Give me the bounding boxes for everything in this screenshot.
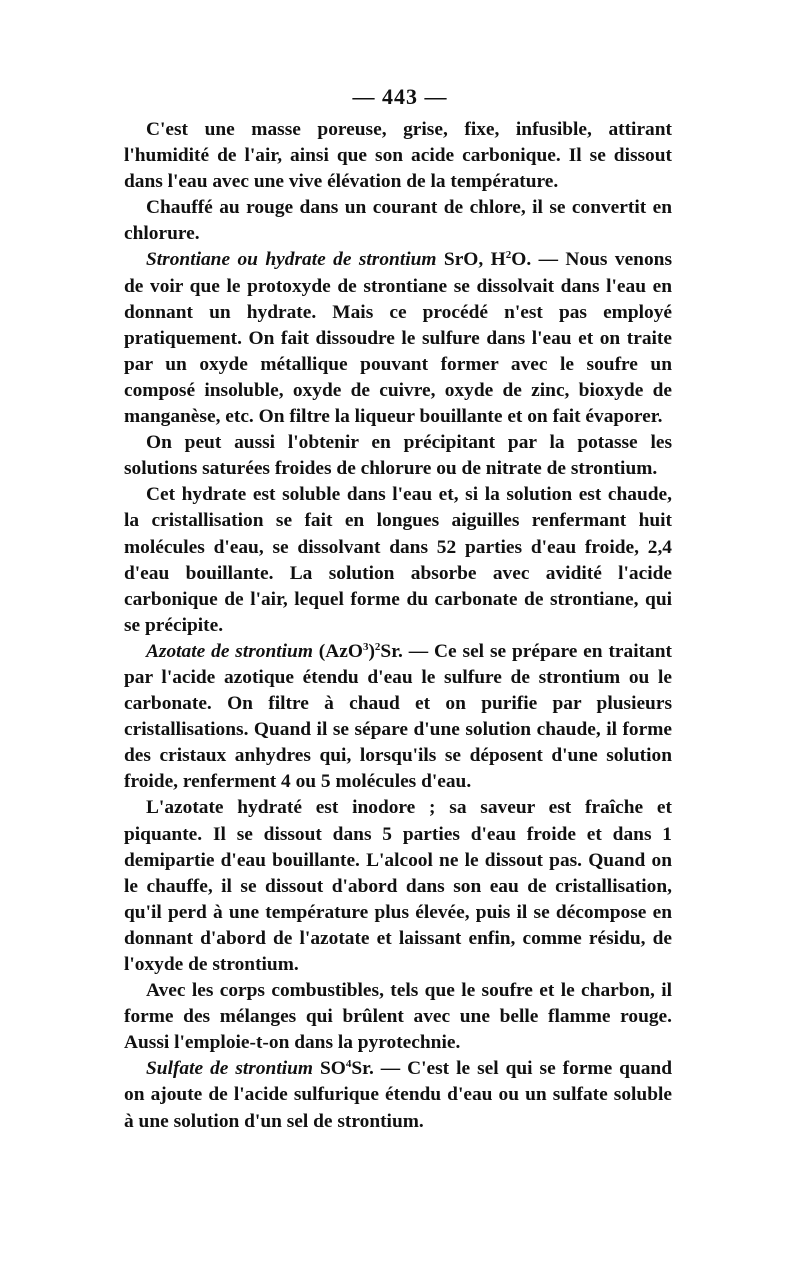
formula-part: ) (368, 640, 375, 662)
paragraph-text: — Ce sel se prépare en traitant par l'acide azotique étendu d'eau le sulfure de strontium ou le carbonate. On filtre à chaud et on purifie par plusieurs cristallisations. Quand il se sépare d'une solution chaude, il forme des cristaux anhydres qui, lorsqu'ils se déposent d'une solution froide, renferment 4 ou 5 molécules d'eau. (124, 640, 672, 793)
formula-part: O. (511, 249, 532, 271)
formula-part: SrO, H (443, 249, 506, 271)
formula-part: SO (319, 1058, 346, 1080)
paragraph-cristallisation (124, 482, 672, 639)
paragraph-azotate-strontium (124, 639, 672, 796)
paragraph-potasse (124, 430, 672, 482)
paragraph-text: C'est une masse poreuse, grise, fixe, infusible, attirant l'humidité de l'air, ainsi que son acide carbonique. Il se dissout dans l'eau avec une vive élévation de la température. (124, 119, 672, 193)
formula-superscript: 2 (374, 640, 381, 653)
paragraph-hydrate-strontium (124, 247, 672, 430)
paragraph-text: L'azotate hydraté est inodore ; sa saveur est fraîche et piquante. Il se dissout dans 5 parties d'eau froide et dans 1 demipartie d'eau bouillante. L'alcool ne le dissout pas. Quand on le chauffe, il se dissout d'abord dans son eau de cristallisation, qu'il perd à une température plus élevée, puis il se décompose en donnant d'abord de l'azotate et laissant enfin, comme résidu, de l'oxyde de strontium. (124, 797, 672, 975)
section-title: Strontiane ou hydrate de strontium (146, 249, 437, 271)
formula-superscript: 4 (345, 1058, 352, 1071)
section-title: Sulfate de strontium (146, 1058, 313, 1080)
paragraph-text: Cet hydrate est soluble dans l'eau et, si la solution est chaude, la cristallisation se fait en longues aiguilles renfermant huit molécules d'eau, se dissolvant dans 52 parties d'eau froide, 2,4 d'eau bouillante. La solution absorbe avec avidité l'acide carbonique de l'air, lequel forme du carbonate de strontiane, qui se précipite. (124, 484, 672, 636)
paragraph-combustibles (124, 978, 672, 1056)
paragraph-text: — C'est le sel qui se forme quand on ajoute de l'acide sulfurique étendu d'eau ou un sulfate soluble à une solution d'un sel de strontium. (124, 1058, 672, 1132)
section-title: Azotate de strontium (146, 640, 313, 662)
formula-part: (AzO (312, 640, 363, 662)
paragraph-masse-poreuse (124, 117, 672, 195)
paragraph-text: On peut aussi l'obtenir en précipitant par la potasse les solutions saturées froides de chlorure ou de nitrate de strontium. (124, 432, 672, 480)
formula-part: Sr. (380, 640, 403, 662)
paragraph-text: — Nous venons de voir que le protoxyde de strontiane se dissolvait dans l'eau en donnant un hydrate. Mais ce procédé n'est pas employé pratiquement. On fait dissoudre le sulfure dans l'eau et on traite par un oxyde métallique pouvant former avec le soufre un composé insoluble, oxyde de cuivre, oxyde de zinc, bioxyde de manganèse, etc. On filtre la liqueur bouillante et on fait évaporer. (124, 249, 672, 428)
page-body (124, 117, 672, 1135)
chemical-formula (444, 249, 531, 270)
chemical-formula (320, 1058, 374, 1079)
formula-superscript: 2 (505, 249, 512, 262)
paragraph-text: Avec les corps combustibles, tels que le soufre et le charbon, il forme des mélanges qui brûlent avec une belle flamme rouge. Aussi l'emploie-t-on dans la pyrotechnie. (124, 980, 672, 1054)
formula-part: Sr. (351, 1058, 374, 1080)
page-number: — 443 — (352, 84, 448, 109)
paragraph-text: Chauffé au rouge dans un courant de chlore, il se convertit en chlorure. (124, 197, 672, 245)
chemical-formula (313, 641, 403, 662)
formula-superscript: 3 (362, 640, 369, 653)
paragraph-azotate-hydrate (124, 795, 672, 978)
paragraph-chlore (124, 195, 672, 247)
paragraph-sulfate-strontium (124, 1056, 672, 1134)
